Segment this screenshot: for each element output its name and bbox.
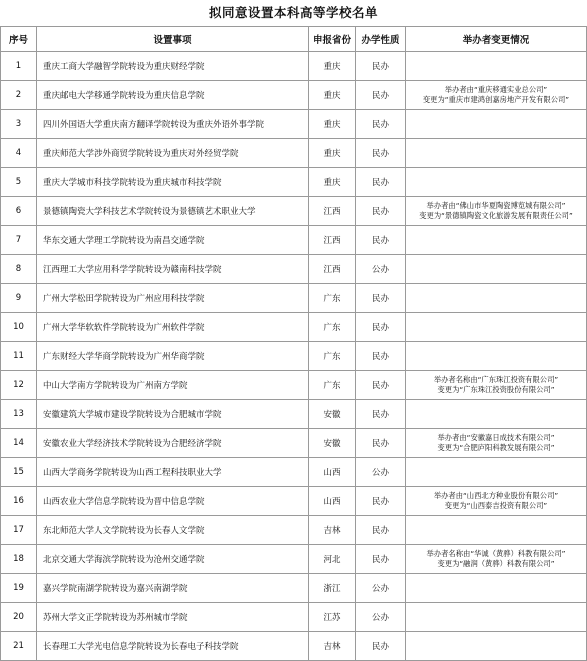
- row-province: 河北: [309, 545, 356, 574]
- row-nature: 民办: [356, 545, 406, 574]
- row-item: 重庆邮电大学移通学院转设为重庆信息学院: [37, 81, 309, 110]
- row-change: [406, 516, 587, 545]
- header-province: 申报省份: [309, 27, 356, 52]
- row-nature: 公办: [356, 603, 406, 632]
- row-nature: 公办: [356, 255, 406, 284]
- school-list-table: [0, 26, 587, 661]
- row-province: 安徽: [309, 400, 356, 429]
- header-nature: 办学性质: [356, 27, 406, 52]
- row-province: 浙江: [309, 574, 356, 603]
- row-nature: 公办: [356, 458, 406, 487]
- change-line: 举办者由“安徽嘉日成技术有限公司”: [437, 433, 555, 442]
- row-item: 北京交通大学海滨学院转设为沧州交通学院: [37, 545, 309, 574]
- row-province: 重庆: [309, 168, 356, 197]
- table-row: [1, 632, 587, 661]
- row-seq: 7: [1, 226, 37, 255]
- row-change: [406, 197, 587, 226]
- table-header-row: [1, 27, 587, 52]
- row-item: 广东财经大学华商学院转设为广州华商学院: [37, 342, 309, 371]
- row-seq: 8: [1, 255, 37, 284]
- row-change: [406, 255, 587, 284]
- row-nature: 民办: [356, 400, 406, 429]
- row-seq: 4: [1, 139, 37, 168]
- change-line: 举办者名称由“华诚（黄骅）科教有限公司”: [426, 549, 566, 558]
- row-change: [406, 139, 587, 168]
- table-row: [1, 516, 587, 545]
- row-province: 重庆: [309, 52, 356, 81]
- change-line: 举办者名称由“广东珠江投资有限公司”: [433, 375, 559, 384]
- table-row: [1, 110, 587, 139]
- row-province: 重庆: [309, 81, 356, 110]
- row-province: 广东: [309, 313, 356, 342]
- row-change: [406, 284, 587, 313]
- table-row: [1, 429, 587, 458]
- row-item: 江西理工大学应用科学学院转设为赣南科技学院: [37, 255, 309, 284]
- row-nature: 民办: [356, 284, 406, 313]
- table-row: [1, 284, 587, 313]
- table-row: [1, 371, 587, 400]
- row-province: 广东: [309, 371, 356, 400]
- row-item: 广州大学华软软件学院转设为广州软件学院: [37, 313, 309, 342]
- table-row: [1, 603, 587, 632]
- row-item: 山西大学商务学院转设为山西工程科技职业大学: [37, 458, 309, 487]
- row-change: [406, 429, 587, 458]
- row-nature: 民办: [356, 197, 406, 226]
- row-nature: 民办: [356, 342, 406, 371]
- row-item: 安徽建筑大学城市建设学院转设为合肥城市学院: [37, 400, 309, 429]
- row-seq: 14: [1, 429, 37, 458]
- row-nature: 公办: [356, 574, 406, 603]
- row-item: 安徽农业大学经济技术学院转设为合肥经济学院: [37, 429, 309, 458]
- header-seq: 序号: [1, 27, 37, 52]
- row-nature: 民办: [356, 226, 406, 255]
- table-row: [1, 52, 587, 81]
- table-row: [1, 226, 587, 255]
- change-line: 变更为“融润（黄骅）科教有限公司”: [437, 559, 555, 568]
- row-nature: 民办: [356, 110, 406, 139]
- row-nature: 民办: [356, 52, 406, 81]
- header-change: 举办者变更情况: [406, 27, 587, 52]
- row-change: [406, 371, 587, 400]
- row-item: 长春理工大学光电信息学院转设为长春电子科技学院: [37, 632, 309, 661]
- row-item: 重庆大学城市科技学院转设为重庆城市科技学院: [37, 168, 309, 197]
- row-item: 东北师范大学人文学院转设为长春人文学院: [37, 516, 309, 545]
- row-seq: 20: [1, 603, 37, 632]
- change-line: 举办者由“重庆移通实业总公司”: [444, 85, 548, 94]
- row-seq: 21: [1, 632, 37, 661]
- row-nature: 民办: [356, 487, 406, 516]
- table-row: [1, 313, 587, 342]
- table-row: [1, 545, 587, 574]
- table-row: [1, 197, 587, 226]
- row-seq: 10: [1, 313, 37, 342]
- row-change: [406, 545, 587, 574]
- row-nature: 民办: [356, 81, 406, 110]
- table-row: [1, 400, 587, 429]
- row-change: [406, 110, 587, 139]
- row-province: 安徽: [309, 429, 356, 458]
- change-line: 举办者由“佛山市华夏陶瓷博览城有限公司”: [426, 201, 566, 210]
- row-change: [406, 400, 587, 429]
- row-change: [406, 168, 587, 197]
- change-line: 变更为“重庆市建鸿创嘉房地产开发有限公司”: [422, 95, 570, 104]
- row-province: 吉林: [309, 632, 356, 661]
- row-nature: 民办: [356, 168, 406, 197]
- row-province: 江西: [309, 226, 356, 255]
- row-change: [406, 603, 587, 632]
- row-province: 江西: [309, 255, 356, 284]
- row-nature: 民办: [356, 313, 406, 342]
- row-province: 重庆: [309, 110, 356, 139]
- change-line: 举办者由“山西北方种业股份有限公司”: [433, 491, 559, 500]
- row-seq: 19: [1, 574, 37, 603]
- row-province: 山西: [309, 458, 356, 487]
- table-row: [1, 139, 587, 168]
- row-item: 重庆工商大学融智学院转设为重庆财经学院: [37, 52, 309, 81]
- change-line: 变更为“合肥庐阳科教发展有限公司”: [437, 443, 555, 452]
- row-seq: 13: [1, 400, 37, 429]
- row-item: 苏州大学文正学院转设为苏州城市学院: [37, 603, 309, 632]
- table-row: [1, 168, 587, 197]
- row-seq: 6: [1, 197, 37, 226]
- row-nature: 民办: [356, 429, 406, 458]
- row-seq: 2: [1, 81, 37, 110]
- row-nature: 民办: [356, 632, 406, 661]
- row-seq: 15: [1, 458, 37, 487]
- row-seq: 18: [1, 545, 37, 574]
- row-change: [406, 226, 587, 255]
- row-province: 重庆: [309, 139, 356, 168]
- row-nature: 民办: [356, 371, 406, 400]
- row-change: [406, 342, 587, 371]
- row-item: 四川外国语大学重庆南方翻译学院转设为重庆外语外事学院: [37, 110, 309, 139]
- row-seq: 12: [1, 371, 37, 400]
- table-row: [1, 342, 587, 371]
- row-item: 华东交通大学理工学院转设为南昌交通学院: [37, 226, 309, 255]
- row-change: [406, 313, 587, 342]
- row-change: [406, 81, 587, 110]
- table-row: [1, 255, 587, 284]
- row-seq: 17: [1, 516, 37, 545]
- row-item: 山西农业大学信息学院转设为晋中信息学院: [37, 487, 309, 516]
- row-province: 江西: [309, 197, 356, 226]
- row-seq: 9: [1, 284, 37, 313]
- header-item: 设置事项: [37, 27, 309, 52]
- row-change: [406, 574, 587, 603]
- row-item: 景德镇陶瓷大学科技艺术学院转设为景德镇艺术职业大学: [37, 197, 309, 226]
- change-line: 变更为“广东珠江投资股份有限公司”: [437, 385, 555, 394]
- row-change: [406, 632, 587, 661]
- row-seq: 3: [1, 110, 37, 139]
- row-item: 嘉兴学院南湖学院转设为嘉兴南湖学院: [37, 574, 309, 603]
- row-province: 吉林: [309, 516, 356, 545]
- row-item: 广州大学松田学院转设为广州应用科技学院: [37, 284, 309, 313]
- page-title: 拟同意设置本科高等学校名单: [208, 5, 378, 20]
- row-nature: 民办: [356, 516, 406, 545]
- row-seq: 1: [1, 52, 37, 81]
- table-row: [1, 81, 587, 110]
- table-row: [1, 458, 587, 487]
- row-nature: 民办: [356, 139, 406, 168]
- row-province: 山西: [309, 487, 356, 516]
- row-seq: 11: [1, 342, 37, 371]
- row-province: 江苏: [309, 603, 356, 632]
- row-change: [406, 487, 587, 516]
- row-seq: 5: [1, 168, 37, 197]
- row-item: 重庆师范大学涉外商贸学院转设为重庆对外经贸学院: [37, 139, 309, 168]
- row-province: 广东: [309, 342, 356, 371]
- table-row: [1, 574, 587, 603]
- row-change: [406, 458, 587, 487]
- change-line: 变更为“山西泰吉投资有限公司”: [444, 501, 548, 510]
- row-province: 广东: [309, 284, 356, 313]
- row-change: [406, 52, 587, 81]
- table-row: [1, 487, 587, 516]
- row-seq: 16: [1, 487, 37, 516]
- change-line: 变更为“景德镇陶瓷文化旅游发展有限责任公司”: [419, 211, 573, 220]
- row-item: 中山大学南方学院转设为广州南方学院: [37, 371, 309, 400]
